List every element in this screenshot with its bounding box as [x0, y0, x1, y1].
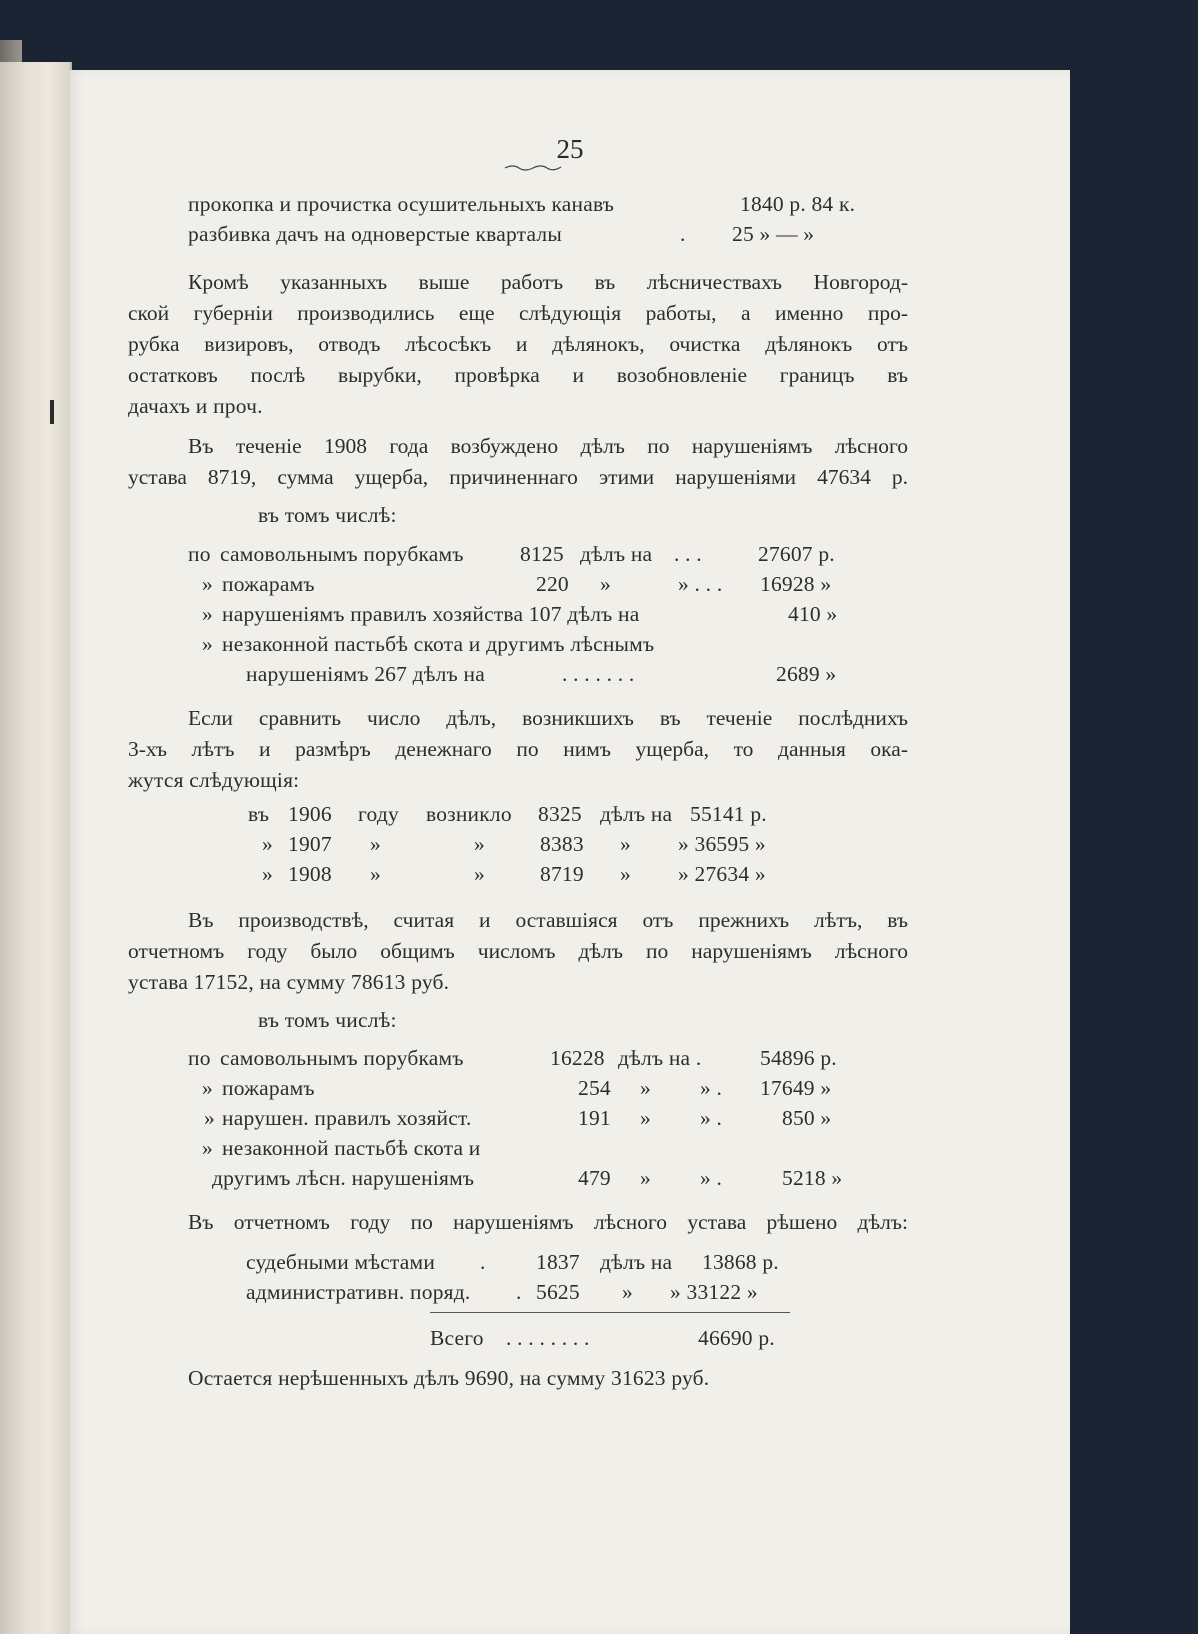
row-unit: дѣлъ на	[580, 542, 653, 566]
row-amount: 850 »	[782, 1106, 832, 1130]
row-count: 220	[536, 572, 569, 596]
paragraph-line: Въ производствѣ, считая и оставшіяся отъ прежнихъ лѣтъ, въ	[188, 908, 908, 932]
row-label: административн. поряд.	[246, 1280, 471, 1304]
row-count: 16228	[550, 1046, 605, 1070]
row-count: 8719	[540, 862, 584, 886]
total-label: Всего	[430, 1326, 484, 1350]
paragraph-line: жутся слѣдующія:	[128, 768, 300, 792]
row-unit: дѣлъ на	[600, 1250, 673, 1274]
row-amount: 16928 »	[760, 572, 832, 596]
subheading: въ томъ числѣ:	[258, 503, 397, 527]
row-dots: » .	[700, 1106, 723, 1130]
row-dots: . . .	[674, 542, 702, 566]
row-prefix: по	[188, 1046, 211, 1070]
intro-row-dots: .	[680, 222, 686, 246]
intro-row-amount: 1840 р. 84 к.	[740, 192, 856, 216]
row-unit: »	[640, 1076, 651, 1100]
row-count: 5625	[536, 1280, 580, 1304]
row-dots: .	[516, 1280, 522, 1304]
row-unit: »	[600, 572, 611, 596]
row-dots: » . . .	[678, 572, 723, 596]
row-verb: »	[474, 832, 485, 856]
row-count: 8125	[520, 542, 564, 566]
row-prefix: »	[262, 862, 273, 886]
row-dots: .	[480, 1250, 486, 1274]
row-label: другимъ лѣсн. нарушеніямъ	[212, 1166, 475, 1190]
previous-page-strip	[0, 62, 72, 1634]
row-unit: дѣлъ на .	[618, 1046, 702, 1070]
paragraph-line: Въ отчетномъ году по нарушеніямъ лѣсного устава рѣшено дѣлъ:	[188, 1210, 908, 1234]
row-amount: 17649 »	[760, 1076, 832, 1100]
row-label: незаконной пастьбѣ скота и	[222, 1136, 481, 1160]
row-word: »	[370, 832, 381, 856]
row-prefix: въ	[248, 802, 270, 826]
paragraph-line: Если сравнить число дѣлъ, возникшихъ въ теченіе послѣднихъ	[188, 706, 908, 730]
paragraph-line: ской губерніи производились еще слѣдующія работы, а именно про-	[128, 301, 908, 325]
total-dots: . . . . . . . .	[506, 1326, 590, 1350]
row-unit: »	[640, 1106, 651, 1130]
row-amount: 5218 »	[782, 1166, 843, 1190]
paragraph-line: Кромѣ указанныхъ выше работъ въ лѣсничествахъ Новгород-	[188, 270, 908, 294]
row-count: 191	[578, 1106, 611, 1130]
row-count: 479	[578, 1166, 611, 1190]
row-label: нарушен. правилъ хозяйст.	[222, 1106, 472, 1130]
row-unit: »	[620, 862, 631, 886]
row-count: 1837	[536, 1250, 580, 1274]
row-label: судебными мѣстами	[246, 1250, 436, 1274]
subheading: въ томъ числѣ:	[258, 1008, 397, 1032]
row-count: 8325	[538, 802, 582, 826]
row-count: 254	[578, 1076, 611, 1100]
row-label: пожарамъ	[222, 1076, 315, 1100]
row-amount: » 36595 »	[678, 832, 766, 856]
row-amount: » 33122 »	[670, 1280, 758, 1304]
row-dots: » .	[700, 1166, 723, 1190]
row-unit: »	[640, 1166, 651, 1190]
row-label: нарушеніямъ 267 дѣлъ на	[246, 662, 485, 686]
row-label: самовольнымъ порубкамъ	[220, 542, 464, 566]
row-count: 8383	[540, 832, 584, 856]
row-unit: дѣлъ на	[600, 802, 673, 826]
paragraph-line: устава 8719, сумма ущерба, причиненнаго этими нарушеніями 47634 р.	[128, 465, 908, 489]
row-amount: 13868 р.	[702, 1250, 779, 1274]
paragraph-line: рубка визировъ, отводъ лѣсосѣкъ и дѣлянокъ, очистка дѣлянокъ отъ	[128, 332, 908, 356]
row-prefix: »	[204, 1106, 215, 1130]
spine-mark	[50, 400, 54, 424]
row-prefix: »	[262, 832, 273, 856]
row-amount: 55141 р.	[690, 802, 767, 826]
intro-row-text: разбивка дачъ на одноверстые кварталы	[188, 222, 563, 246]
paragraph-line: устава 17152, на сумму 78613 руб.	[128, 970, 450, 994]
row-dots: . . . . . . .	[562, 662, 635, 686]
intro-row-amount: 25 » — »	[732, 222, 815, 246]
paragraph-line: 3-хъ лѣтъ и размѣръ денежнаго по нимъ ущерба, то данныя ока-	[128, 737, 908, 761]
ornament-icon	[503, 162, 563, 172]
row-prefix: »	[202, 632, 213, 656]
remaining-cases: Остается нерѣшенныхъ дѣлъ 9690, на сумму 31623 руб.	[188, 1366, 710, 1390]
row-unit: »	[620, 832, 631, 856]
row-prefix: »	[202, 572, 213, 596]
row-year: 1907	[288, 832, 332, 856]
row-prefix: »	[202, 602, 213, 626]
row-amount: 54896 р.	[760, 1046, 837, 1070]
row-label: незаконной пастьбѣ скота и другимъ лѣснымъ	[222, 632, 655, 656]
row-prefix: по	[188, 542, 211, 566]
row-amount: 410 »	[788, 602, 838, 626]
intro-row-text: прокопка и прочистка осушительныхъ канавъ	[188, 192, 615, 216]
row-dots: » .	[700, 1076, 723, 1100]
paragraph-line: остатковъ послѣ вырубки, провѣрка и возобновленіе границъ въ	[128, 363, 908, 387]
row-amount: » 27634 »	[678, 862, 766, 886]
row-label: нарушеніямъ правилъ хозяйства 107 дѣлъ на	[222, 602, 640, 626]
page-number: 25	[556, 134, 584, 164]
row-year: 1908	[288, 862, 332, 886]
paragraph-line: дачахъ и проч.	[128, 394, 263, 418]
row-word: »	[370, 862, 381, 886]
row-prefix: »	[202, 1136, 213, 1160]
row-year: 1906	[288, 802, 332, 826]
paragraph-line: отчетномъ году было общимъ числомъ дѣлъ по нарушеніямъ лѣсного	[128, 939, 908, 963]
row-amount: 2689 »	[776, 662, 837, 686]
document-page	[70, 70, 1070, 1634]
row-prefix: »	[202, 1076, 213, 1100]
total-amount: 46690 р.	[698, 1326, 775, 1350]
row-label: самовольнымъ порубкамъ	[220, 1046, 464, 1070]
row-verb: »	[474, 862, 485, 886]
row-verb: возникло	[426, 802, 512, 826]
sum-rule	[430, 1312, 790, 1313]
paragraph-line: Въ теченіе 1908 года возбуждено дѣлъ по нарушеніямъ лѣсного	[188, 434, 908, 458]
row-unit: »	[622, 1280, 633, 1304]
row-label: пожарамъ	[222, 572, 315, 596]
row-amount: 27607 р.	[758, 542, 835, 566]
row-word: году	[358, 802, 399, 826]
